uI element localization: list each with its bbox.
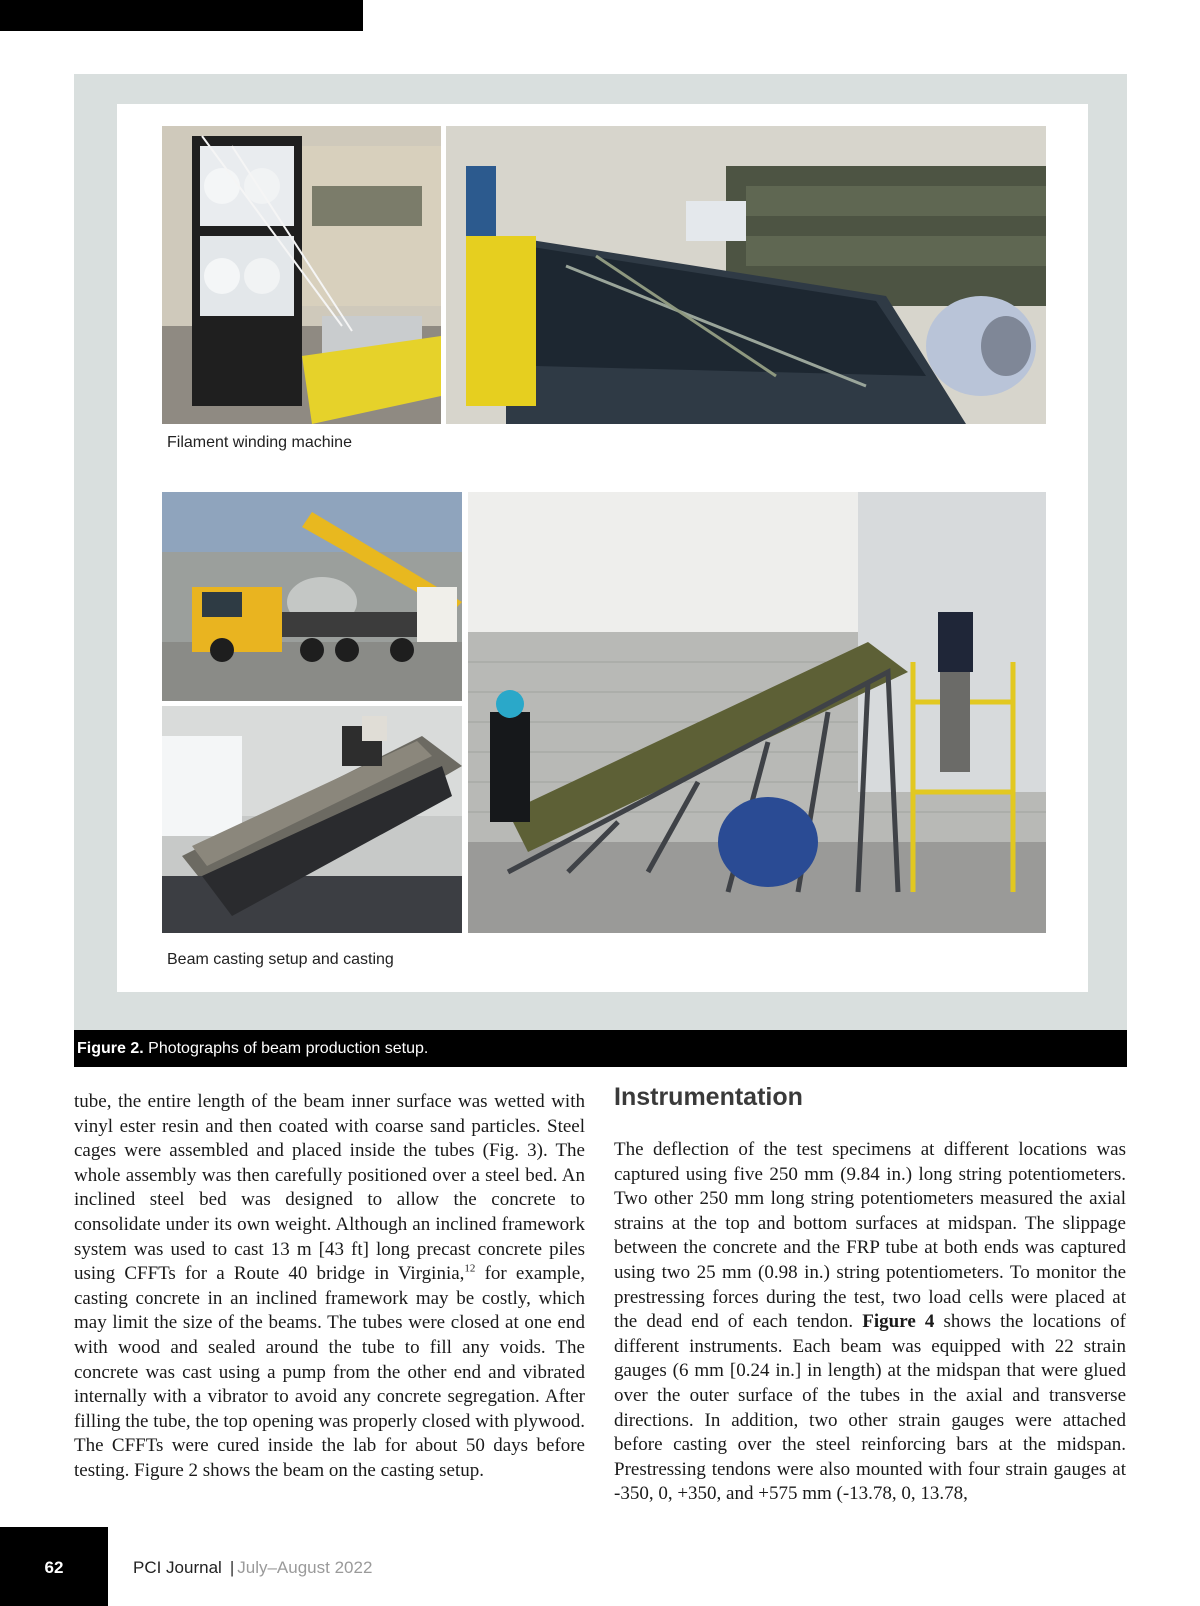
reference-superscript: 12 <box>464 1262 476 1275</box>
figure-caption <box>74 1030 1127 1067</box>
body-paragraph <box>614 1138 1126 1507</box>
header-bar <box>0 0 363 31</box>
body-text: shows the locations of different instruments. Each beam was equipped with 22 strain gauges (6 mm [0.24 in.] in length) at the midspan that were glued over the outer surface of the tubes in the axial and transverse directions. In addition, two other strain gauges were attached before casting over the steel reinforcing bars at the midspan. Prestressing tendons were also mounted with four strain gauges at -350, 0, +350, and +575 mm (-13.78, 0, 13.78, <box>614 1311 1126 1505</box>
body-column-right <box>614 1138 1126 1507</box>
figure-caption-label: Figure 2. <box>77 1040 144 1057</box>
subcaption-filament-winding: Filament winding machine <box>167 434 352 451</box>
body-text: for example, casting concrete in an inclined framework may be costly, which may limit the size of the beams. The tubes were closed at one end with wood and sealed around the tube to fill any voids. The concrete was cast using a pump from the other end and vibrated internally with a vibrator to avoid any concrete segregation. After filling the tube, the top opening was properly closed with plywood. The CFFTs were cured inside the lab for about 50 days before testing. Figure 2 shows the beam on the casting setup. <box>74 1263 585 1481</box>
figure-caption-text: Photographs of beam production setup. <box>148 1040 429 1057</box>
body-column-left <box>74 1090 585 1484</box>
subcaption-beam-casting: Beam casting setup and casting <box>167 951 394 968</box>
photo-filament-winder-mandrel <box>446 126 1046 424</box>
journal-name: PCI Journal <box>133 1558 222 1577</box>
issue-date: July–August 2022 <box>237 1558 373 1577</box>
body-text: tube, the entire length of the beam inner surface was wetted with vinyl ester resin and then coated with coarse sand particles. Steel cages were assembled and placed inside the tubes (Fig. 3). The whole assembly was then carefully positioned over a steel bed. An inclined steel bed was designed to allow the concrete to consolidate under its own weight. Although an inclined framework system was used to cast 13 m [43 ft] long precast concrete piles using CFFTs for a Route 40 bridge in Virginia, <box>74 1091 585 1285</box>
section-heading: Instrumentation <box>614 1083 803 1111</box>
running-footer <box>133 1558 372 1578</box>
body-paragraph <box>74 1090 585 1484</box>
photo-inclined-casting-frame <box>468 492 1046 933</box>
figure-reference: Figure 4 <box>862 1311 935 1333</box>
photo-casting-bed <box>162 706 462 933</box>
photo-concrete-truck <box>162 492 462 701</box>
footer-separator: | <box>229 1558 235 1577</box>
body-text: The deflection of the test specimens at different locations was captured using five 250 mm (9.84 in.) long string potentiometers. Two other 250 mm long string potentiometers measured the axial strains at the top and bottom surfaces at midspan. The slippage between the concrete and the FRP tube at both ends was captured using two 25 mm (0.98 in.) string potentiometers. To monitor the prestressing forces during the test, two load cells were placed at the dead end of each tendon. <box>614 1139 1126 1333</box>
photo-filament-winder-rack <box>162 126 441 424</box>
page-number: 62 <box>44 1558 64 1577</box>
